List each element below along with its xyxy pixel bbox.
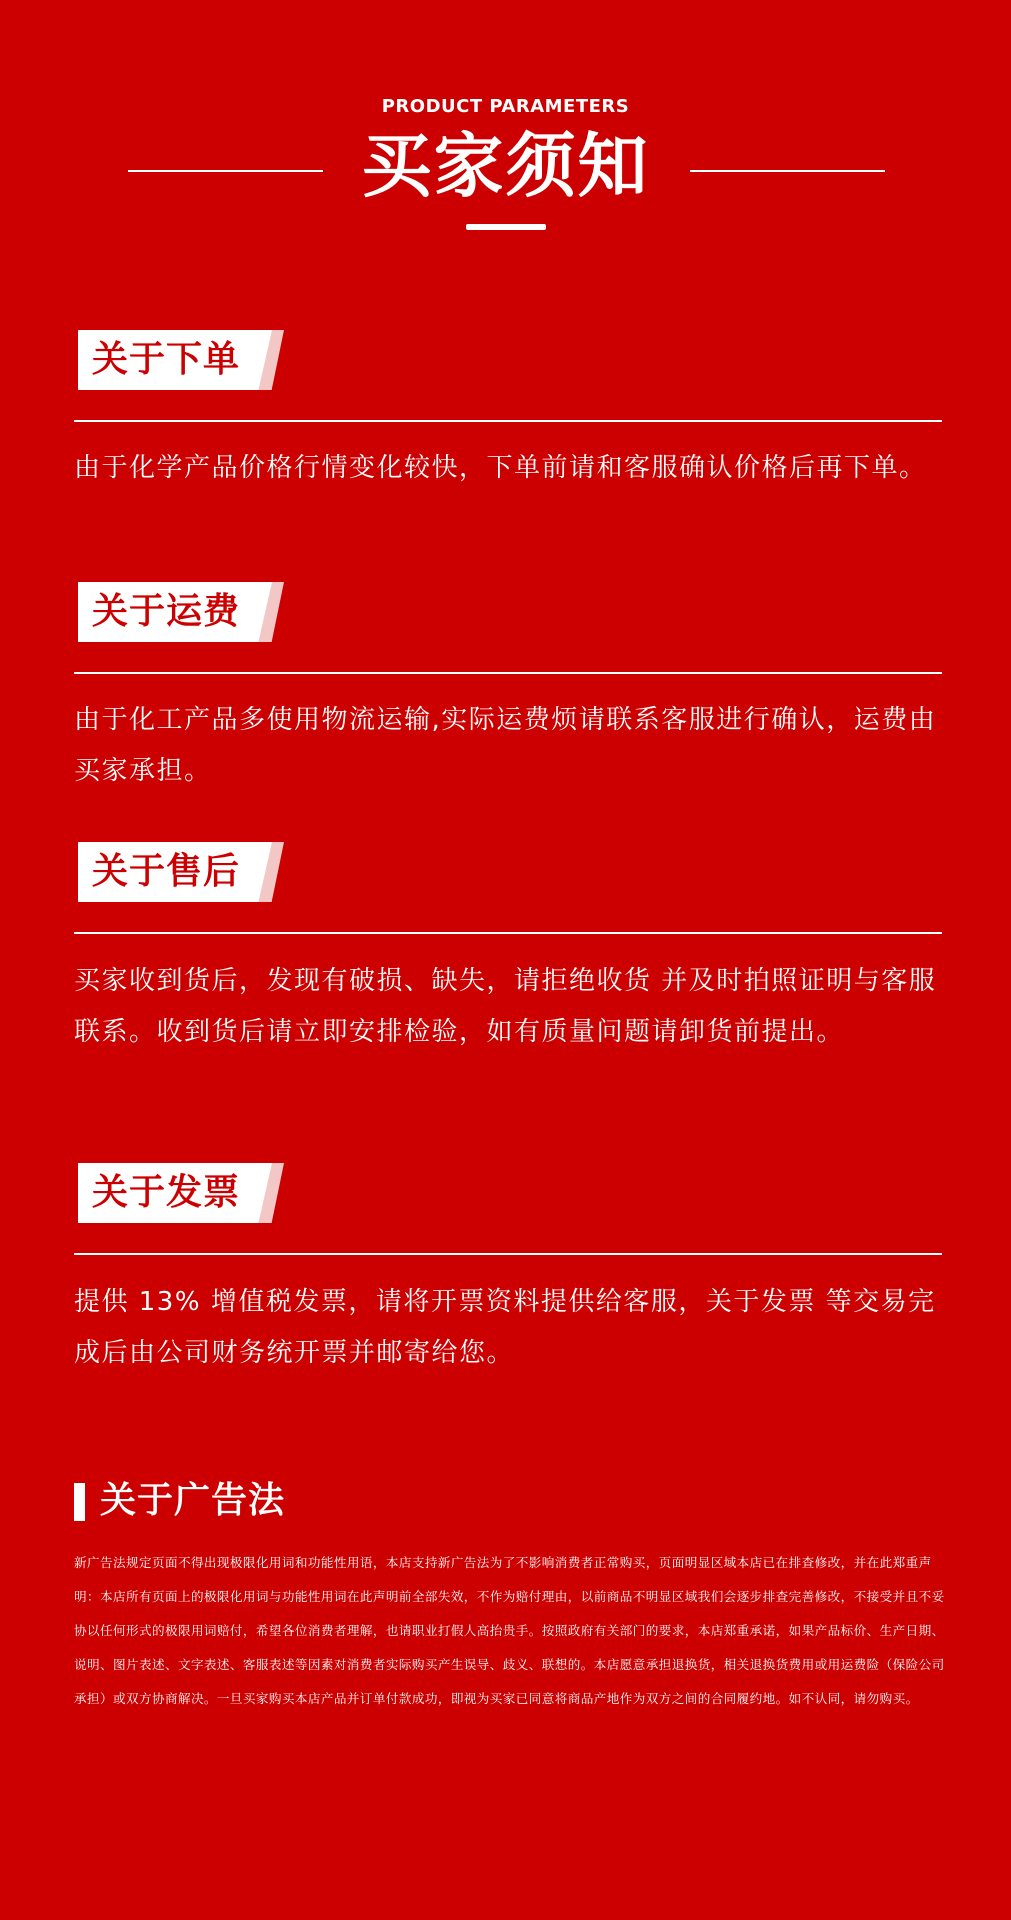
section-body: 由于化学产品价格行情变化较快，下单前请和客服确认价格后再下单。	[74, 453, 927, 483]
section-body: 提供 13% 增值税发票，请将开票资料提供给客服，关于发票 等交易完成后由公司财务统开票并邮寄给您。	[74, 1287, 936, 1368]
section-divider	[74, 1253, 942, 1255]
section-body: 由于化工产品多使用物流运输,实际运费烦请联系客服进行确认，运费由买家承担。	[74, 705, 937, 786]
section-body: 买家收到货后，发现有破损、缺失，请拒绝收货 并及时拍照证明与客服联系。收到货后请立即安排检验，如有质量问题请卸货前提出。	[74, 966, 937, 1047]
header-subtitle: PRODUCT PARAMETERS	[381, 96, 630, 117]
section-tag	[78, 842, 288, 902]
ad-law-body: 新广告法规定页面不得出现极限化用词和功能性用语，本店支持新广告法为了不影响消费者正常购买，页面明显区域本店已在排查修改，并在此郑重声明：本店所有页面上的极限化用词与功能性用词在此声明前全部失效，不作为赔付理由，以前商品不明显区域我们会逐步排查完善修改，不接受并且不妥协以任何形式的极限用词赔付，希望各位消费者理解，也请职业打假人高抬贵手。按照政府有关部门的要求，本店郑重承诺，如果产品标价、生产日期、说明、图片表述、文字表述、客服表述等因素对消费者实际购买产生误导、歧义、联想的。本店愿意承担退换货，相关退换货费用或用运费险（保险公司承担）或双方协商解决。一旦买家购买本店产品并订单付款成功，即视为买家已同意将商品产地作为双方之间的合同履约地。如不认同，请勿购买。	[74, 1555, 945, 1706]
section-divider	[74, 672, 942, 674]
section-tag	[78, 582, 288, 642]
section-tag	[78, 1163, 288, 1223]
section-title: 关于下单	[92, 339, 241, 380]
ad-law-title: 关于广告法	[100, 1480, 286, 1521]
section-title: 关于发票	[92, 1172, 241, 1213]
section-title: 关于运费	[92, 591, 241, 632]
page-title: 买家须知	[361, 125, 650, 207]
ad-law-bar	[74, 1483, 85, 1521]
header-underline	[466, 224, 546, 230]
section-divider	[74, 932, 942, 934]
section-divider	[74, 420, 942, 422]
section-tag	[78, 330, 288, 390]
header-rule-right	[690, 170, 885, 172]
section-title: 关于售后	[92, 851, 241, 892]
